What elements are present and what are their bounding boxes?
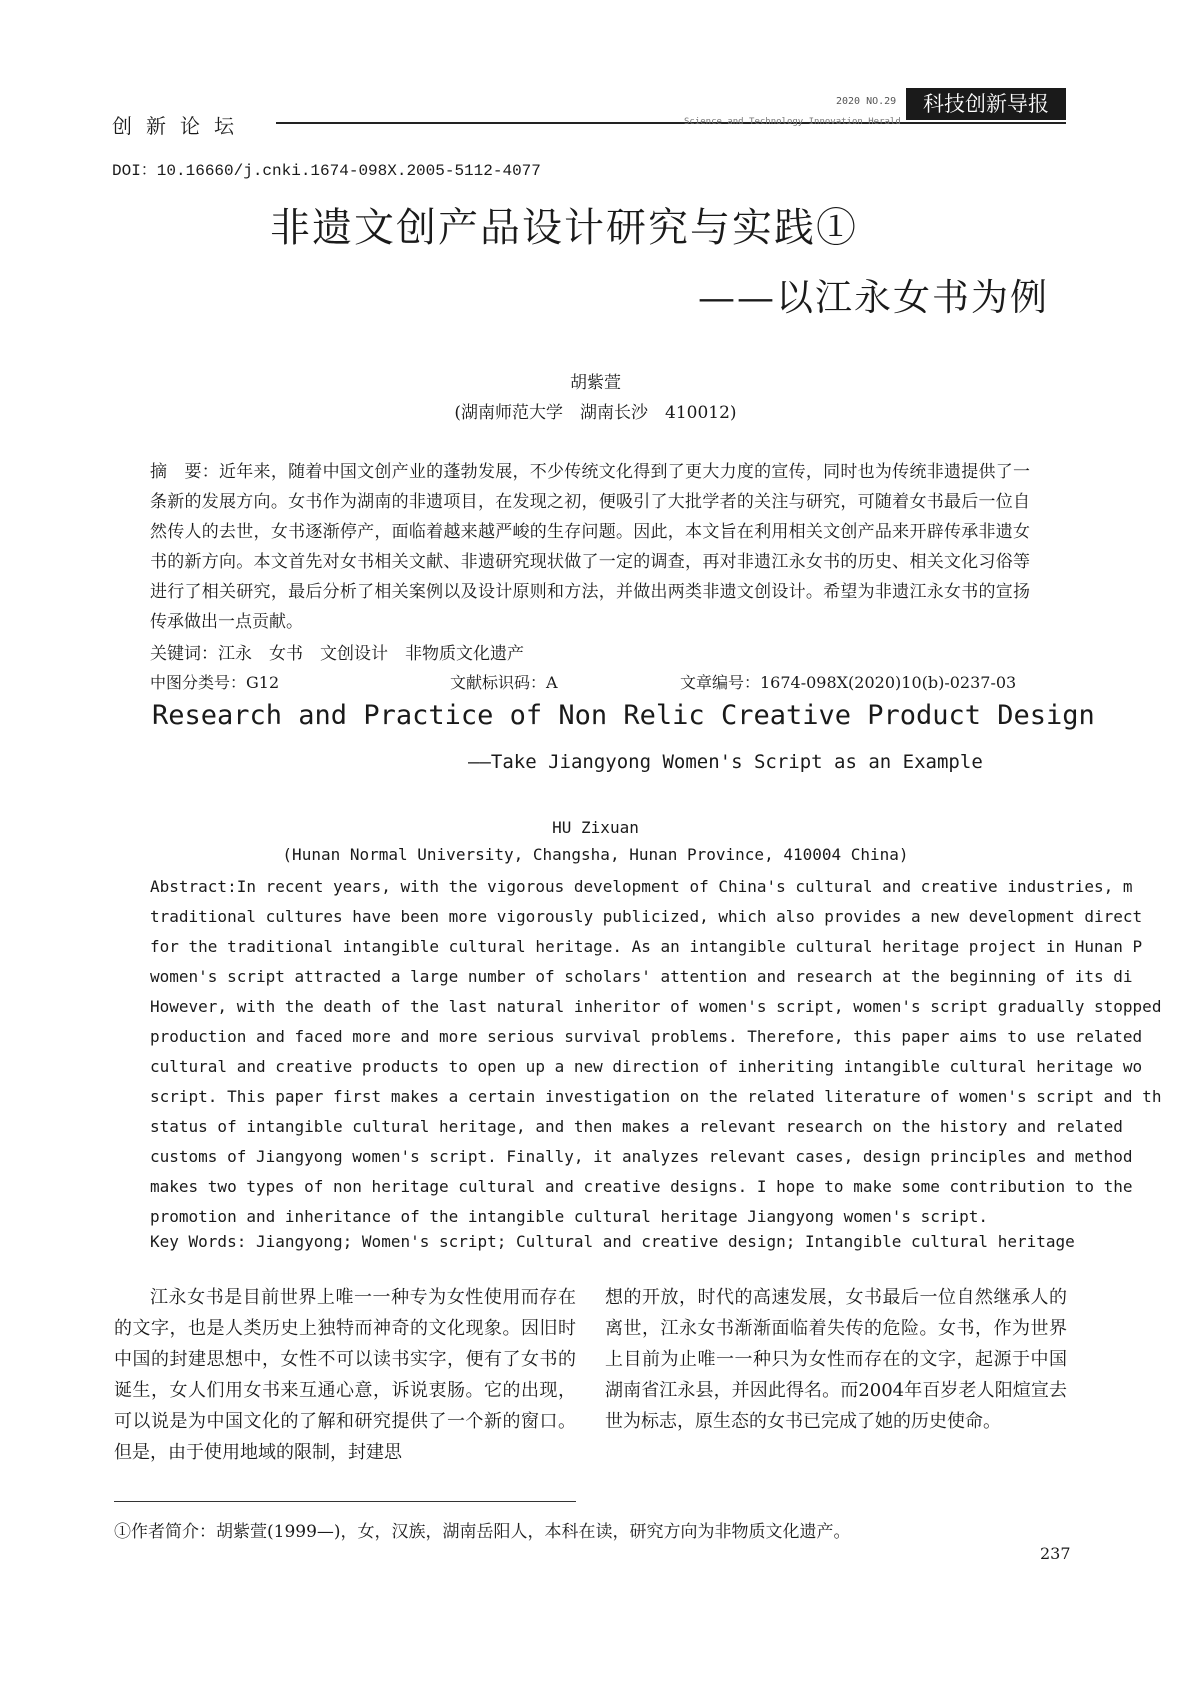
abstract-en-line: women's script attracted a large number of scholars' attention and research at the beginning of its di: [150, 967, 1133, 986]
subtitle-cn: ——以江永女书为例: [698, 276, 1049, 319]
abstract-en-line: promotion and inheritance of the intangible cultural heritage Jiangyong women's script.: [150, 1207, 989, 1226]
keywords-cn: 关键词：江永 女书 文创设计 非物质文化遗产: [150, 644, 524, 664]
footnote-rule: [114, 1501, 576, 1502]
doi: DOI：10.16660/j.cnki.1674-098X.2005-5112-4077: [112, 162, 541, 180]
abstract-en: [150, 872, 1190, 1232]
abstract-en-line: makes two types of non heritage cultural and creative designs. I hope to make some contribution to the: [150, 1177, 1133, 1196]
abstract-en-line: traditional cultures have been more vigorously publicized, which also provides a new development direct: [150, 907, 1143, 926]
journal-logo: 科技创新导报: [906, 88, 1066, 120]
footnote: ①作者简介：胡紫萱(1999—)，女，汉族，湖南岳阳人，本科在读，研究方向为非物质文化遗产。: [114, 1522, 851, 1542]
body-column-right: 想的开放，时代的高速发展，女书最后一位自然继承人的离世，江永女书渐渐面临着失传的危险。女书，作为世界上目前为止唯一一种只为女性而存在的文字，起源于中国湖南省江永县，并因此得名。而2004年百岁老人阳煊宣去世为标志，原生态的女书已完成了她的历史使命。: [605, 1287, 1067, 1432]
article-number: 文章编号：1674-098X(2020)10(b)-0237-03: [680, 673, 1017, 692]
abstract-en-line: customs of Jiangyong women's script. Finally, it analyzes relevant cases, design principles and method: [150, 1147, 1133, 1166]
header-rule: [276, 122, 1066, 124]
section-label: 创新论坛: [112, 114, 248, 138]
abstract-en-line: cultural and creative products to open up a new direction of inheriting intangible cultural heritage wo: [150, 1057, 1143, 1076]
abstract-cn: 摘 要：近年来，随着中国文创产业的蓬勃发展，不少传统文化得到了更大力度的宣传，同时也为传统非遗提供了一条新的发展方向。女书作为湖南的非遗项目，在发现之初，便吸引了大批学者的关注与研究，可随着女书最后一位自然传人的去世，女书逐渐停产，面临着越来越严峻的生存问题。因此，本文旨在利用相关文创产品来开辟传承非遗女书的新方向。本文首先对女书相关文献、非遗研究现状做了一定的调查，再对非遗江永女书的历史、相关文化习俗等进行了相关研究，最后分析了相关案例以及设计原则和方法，并做出两类非遗文创设计。希望为非遗江永女书的宣扬传承做出一点贡献。: [150, 462, 1030, 632]
abstract-en-line: production and faced more and more serious survival problems. Therefore, this paper aims to use related: [150, 1027, 1143, 1046]
abstract-en-line: for the traditional intangible cultural heritage. As an intangible cultural heritage project in Hunan P: [150, 937, 1143, 956]
author-en: HU Zixuan: [552, 818, 639, 837]
affiliation-cn: (湖南师范大学 湖南长沙 410012): [454, 403, 737, 423]
title-en: Research and Practice of Non Relic Creative Product Design: [152, 700, 1095, 731]
body-column-left: 江永女书是目前世界上唯一一种专为女性使用而存在的文字，也是人类历史上独特而神奇的文化现象。因旧时中国的封建思想中，女性不可以读书实字，便有了女书的诞生，女人们用女书来互通心意，诉说衷肠。它的出现，可以说是为中国文化的了解和研究提供了一个新的窗口。但是，由于使用地域的限制，封建思: [114, 1287, 576, 1463]
abstract-en-line: However, with the death of the last natural inheritor of women's script, women's script gradually stopped: [150, 997, 1162, 1016]
author-cn: 胡紫萱: [570, 373, 621, 393]
document-code: 文献标识码：A: [450, 673, 558, 692]
keywords-en: Key Words: Jiangyong; Women's script; Cultural and creative design; Intangible cultural heritage: [150, 1232, 1075, 1251]
clc-number: 中图分类号：G12: [150, 673, 280, 692]
issue-number: 2020 NO.29: [836, 96, 897, 107]
abstract-en-line: status of intangible cultural heritage, and then makes a relevant research on the history and related: [150, 1117, 1123, 1136]
affiliation-en: (Hunan Normal University, Changsha, Hunan Province, 410004 China): [282, 845, 909, 864]
subtitle-en: ——Take Jiangyong Women's Script as an Example: [468, 751, 983, 773]
title-cn: 非遗文创产品设计研究与实践①: [270, 205, 858, 251]
page-number: 237: [1040, 1544, 1071, 1563]
journal-name-en: Science and Technology Innovation Herald: [684, 117, 901, 127]
abstract-en-line: script. This paper first makes a certain investigation on the related literature of women's script and th: [150, 1087, 1162, 1106]
abstract-en-line: Abstract:In recent years, with the vigorous development of China's cultural and creative industries, m: [150, 877, 1133, 896]
